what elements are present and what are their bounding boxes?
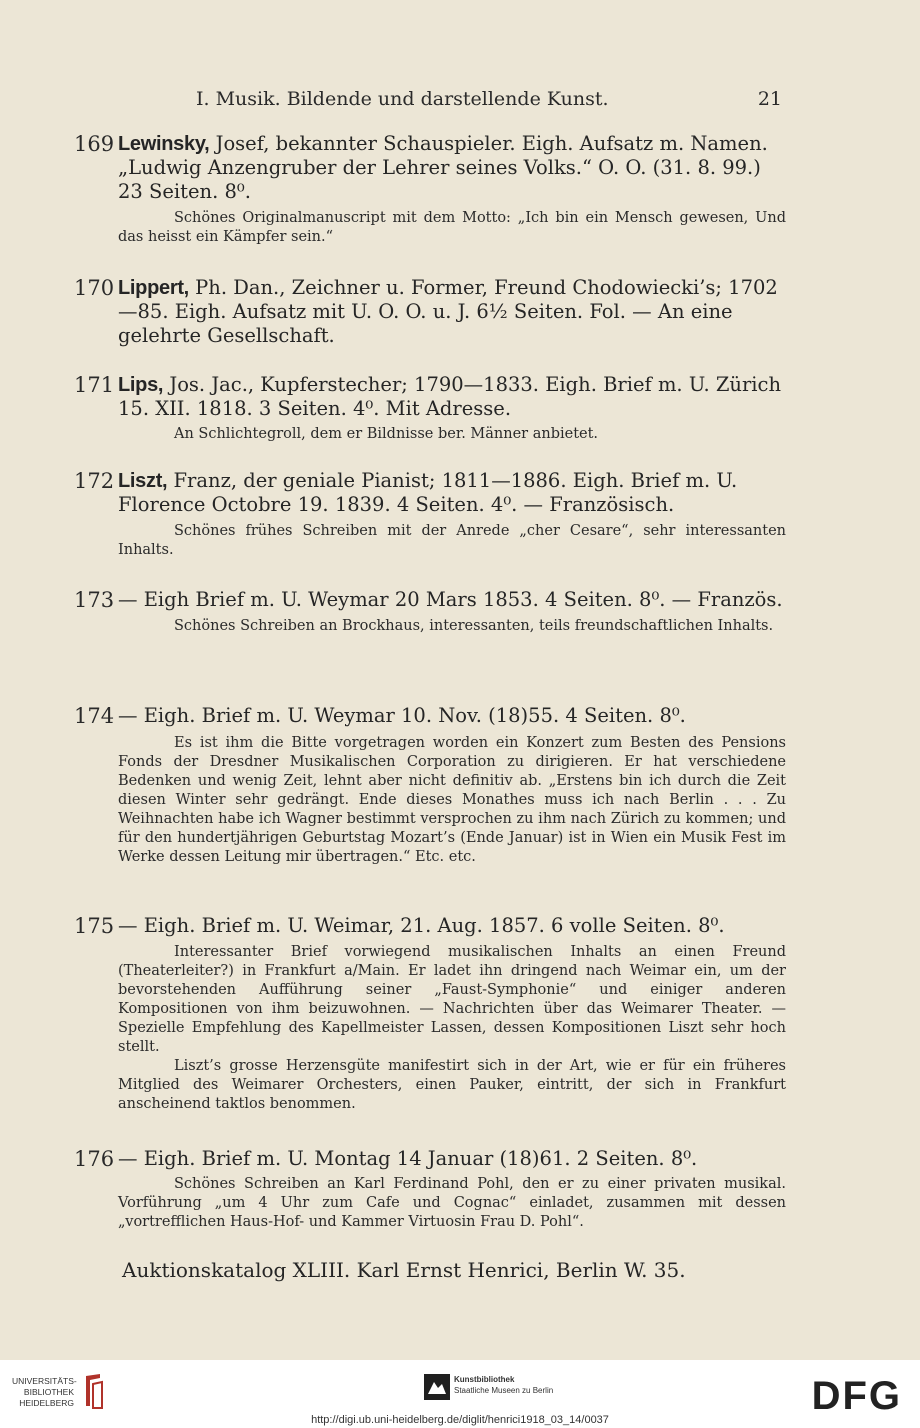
entry-description [118,132,786,204]
catalog-entry-170 [74,276,786,348]
entry-note: Schönes Schreiben an Brockhaus, interessanten, teils freundschaftlichen Inhalts. [174,618,774,634]
lot-number: 172 [74,469,115,493]
entry-description: — Eigh. Brief m. U. Weymar 10. Nov. (18)55. 4 Seiten. 8⁰. [118,704,686,727]
library-line-2: BIBLIOTHEK [23,1387,74,1397]
entry-name: Lewinsky, [118,133,210,155]
entry-name: Lippert, [118,277,189,299]
entry-note: Schönes Schreiben an Karl Ferdinand Pohl, den er zu einer privaten musikal. Vorführung „um 4 Uhr zum Cafe und Cognac“ einladet, zusammen mit dessen „vortrefflichen Haus-Hof- und Kammer Virtuosin Frau D. Pohl“. [118,1176,786,1230]
entry-note: Interessanter Brief vorwiegend musikalischen Inhalts an einen Freund (Theaterleiter?) in Frankfurt a/Main. Er ladet ihn dringend nach Weimar ein, um der bevorstehenden Aufführung seiner „Faust-Symphonie“ und einiger anderen Kompositionen von ihm beizuwohnen. — Nachrichten über das Weimarer Theater. — Spezielle Empfehlung des Kapellmeister Lassen, dessen Kompositionen Liszt sehr hoch stellt. [118,944,786,1055]
entry-text: Ph. Dan., Zeichner u. Former, Freund Chodowiecki’s; 1702—85. Eigh. Aufsatz mit U. O. O. u. J. 6½ Seiten. Fol. — An eine gelehrte Gesellschaft. [118,276,778,347]
entry-note: Schönes frühes Schreiben mit der Anrede „cher Cesare“, sehr interessanten Inhalts. [118,523,786,558]
viewer-bottom-bar [0,1360,920,1428]
entry-text: Josef, bekannter Schauspieler. Eigh. Aufsatz m. Namen. „Ludwig Anzengruber der Lehrer seines Volks.“ O. O. (31. 8. 99.) 23 Seiten. 8⁰. [118,132,768,203]
page-number: 21 [757,88,782,110]
library-name[interactable] [12,1376,77,1409]
catalog-entry-173 [74,588,786,636]
entry-description [118,469,786,517]
dfg-logo[interactable]: DFG [811,1374,902,1418]
ub-heidelberg-logo-icon[interactable] [80,1372,106,1410]
library-line-3: HEIDELBERG [19,1398,74,1408]
section-title: I. Musik. Bildende und darstellende Kunst. [196,88,609,110]
lot-number: 171 [74,373,115,397]
catalog-entry-169 [74,132,786,247]
lot-number: 175 [74,914,115,938]
lot-number: 174 [74,704,115,728]
entry-text: Jos. Jac., Kupferstecher; 1790—1833. Eigh. Brief m. U. Zürich 15. XII. 1818. 3 Seiten. 4⁰. Mit Adresse. [118,373,782,420]
lot-number: 170 [74,276,115,300]
entry-note-continued: Liszt’s grosse Herzensgüte manifestirt sich in der Art, wie er für ein früheres Mitglied des Weimarer Orchesters, einen Pauker, eintritt, der sich in Frankfurt anscheinend taktlos benommen. [118,1058,786,1112]
lot-number: 173 [74,588,115,612]
entry-description: — Eigh. Brief m. U. Weimar, 21. Aug. 1857. 6 volle Seiten. 8⁰. [118,914,725,937]
catalog-entry-176 [74,1147,786,1232]
kunstbibliothek-logo-icon[interactable] [424,1374,450,1400]
catalog-entry-172 [74,469,786,560]
lot-number: 169 [74,132,115,156]
entry-description: — Eigh. Brief m. U. Montag 14 Januar (18)61. 2 Seiten. 8⁰. [118,1147,698,1170]
library-line-1: UNIVERSITÄTS- [12,1376,77,1386]
entry-name: Lips, [118,374,164,396]
entry-description [118,373,786,421]
entry-note: Schönes Originalmanuscript mit dem Motto: „Ich bin ein Mensch gewesen, Und das heisst ein Kämpfer sein.“ [118,210,786,245]
catalog-entry-174 [74,704,786,867]
entry-description [118,276,786,348]
entry-text: Franz, der geniale Pianist; 1811—1886. Eigh. Brief m. U. Florence Octobre 19. 1839. 4 Seiten. 4⁰. — Französisch. [118,469,738,516]
catalog-footer: Auktionskatalog XLIII. Karl Ernst Henrici, Berlin W. 35. [122,1258,686,1282]
kb-line-1: Kunstbibliothek [454,1375,515,1384]
kunstbibliothek-label [454,1374,553,1396]
lot-number: 176 [74,1147,115,1171]
permalink-url[interactable]: http://digi.ub.uni-heidelberg.de/diglit/henrici1918_03_14/0037 [311,1414,609,1426]
running-header [196,88,782,114]
entry-name: Liszt, [118,470,168,492]
catalog-entry-171 [74,373,786,444]
kb-line-2: Staatliche Museen zu Berlin [454,1386,554,1395]
catalog-entry-175 [74,914,786,1114]
entry-note: Es ist ihm die Bitte vorgetragen worden ein Konzert zum Besten des Pensions Fonds der Dresdner Musikalischen Corporation zu dirigieren. Er hat verschiedene Bedenken und wenig Zeit, lehnt aber nicht definitiv ab. „Erstens bin ich durch die Zeit diesen Winter sehr gedrängt. Ende dieses Monathes muss ich nach Berlin . . . Zu Weihnachten habe ich Wagner bestimmt versprochen zu ihm nach Zürich zu kommen; und für den hundertjährigen Geburtstag Mozart’s (Ende Januar) ist in Wien ein Musik Fest im Werke dessen Leitung mir übertragen.“ Etc. etc. [118,735,786,865]
entry-note: An Schlichtegroll, dem er Bildnisse ber. Männer anbietet. [174,426,599,442]
entry-description: — Eigh Brief m. U. Weymar 20 Mars 1853. 4 Seiten. 8⁰. — Französ. [118,588,783,611]
